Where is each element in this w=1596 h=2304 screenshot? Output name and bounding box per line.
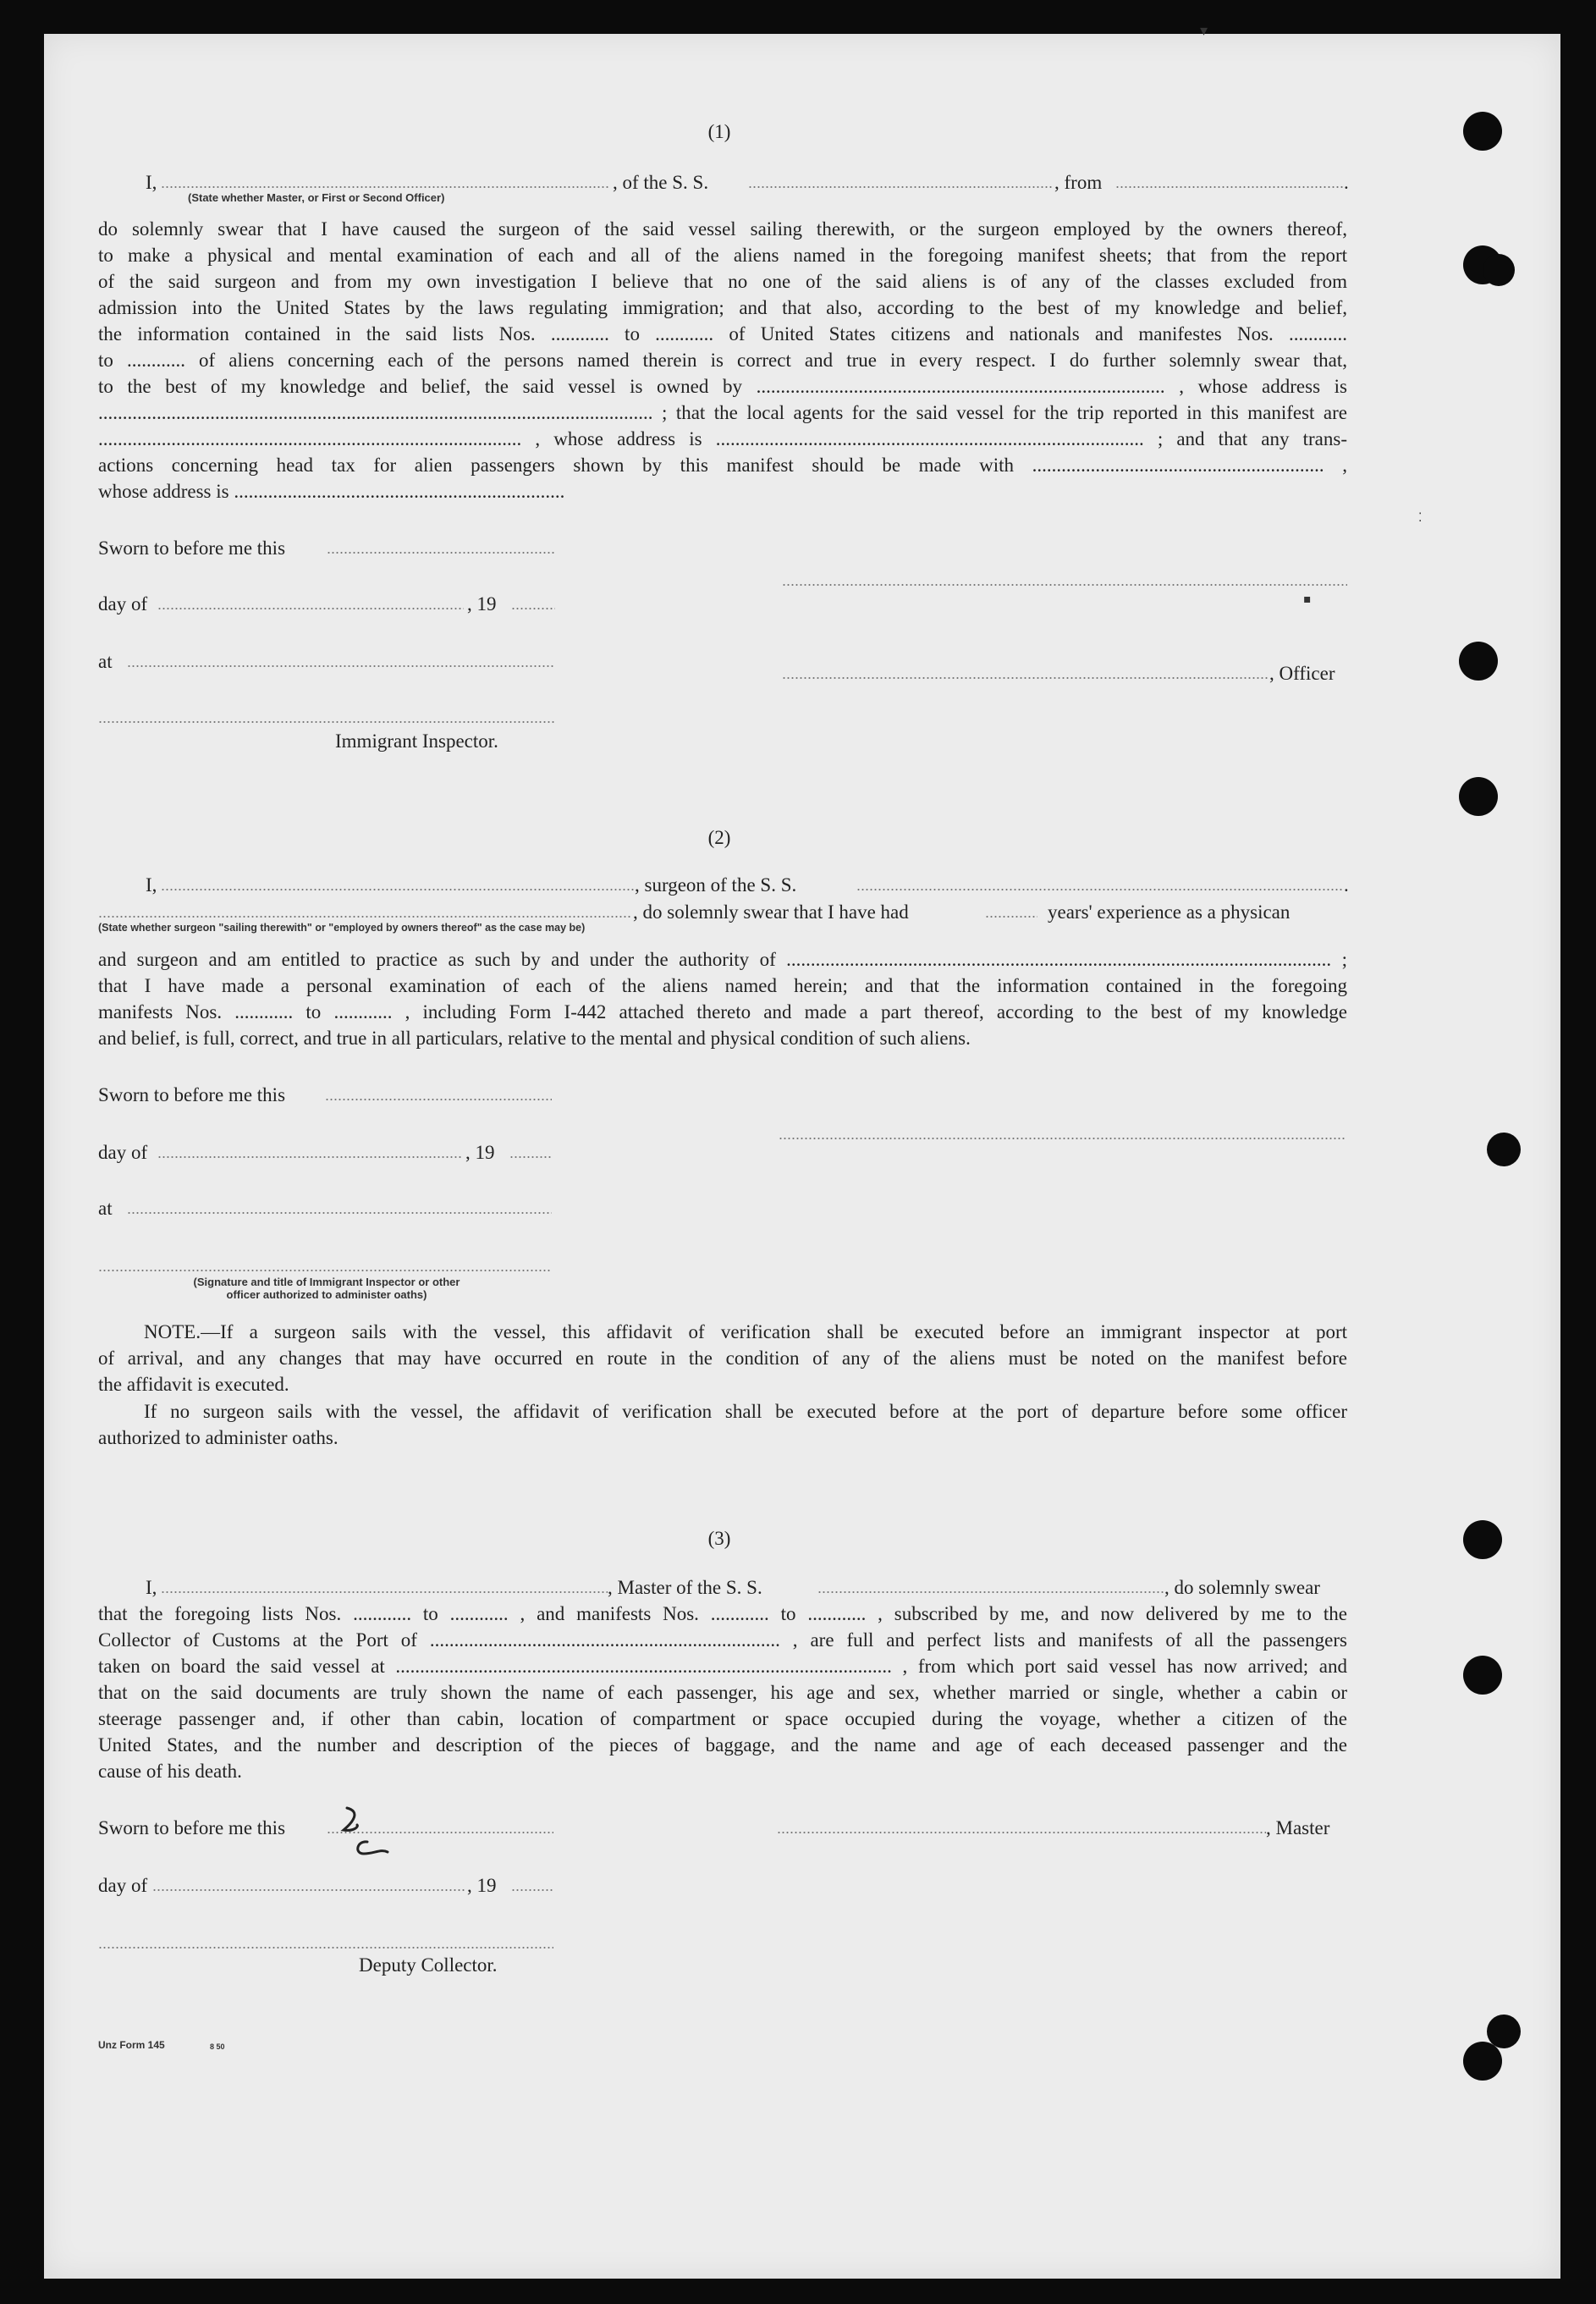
s2-i: I, [146,874,157,896]
section-3-body [98,1601,1347,1784]
s1-body-line: the information contained in the said lists Nos. ............ to ............ of United States citizens and nationals and manifestes Nos. ............ [98,323,1347,344]
s1-at-field[interactable] [127,665,555,667]
s3-vessel-field[interactable] [817,1591,1164,1593]
binder-hole [1459,642,1498,681]
section-2-number: (2) [707,827,731,848]
binder-hole [1463,1520,1502,1559]
s1-body-line: to make a physical and mental examination of each and all of the aliens named in the foregoing manifest sheets; that from the report [98,245,1347,266]
s2-at: at [98,1198,113,1219]
s2-body-line: and belief, is full, correct, and true in all particulars, relative to the mental and physical condition of such aliens. [98,1028,971,1049]
scan-speck: ⁚ [1418,511,1423,525]
s2-note-line: the affidavit is executed. [98,1374,289,1395]
s1-body-line: of the said surgeon and from my own investigation I believe that no one of the said aliens is of any of the classes excluded from [98,271,1347,292]
scan-speck: ▾ [1200,22,1208,40]
s2-note-line: of arrival, and any changes that may have occurred en route in the condition of any of the aliens must be noted on the manifest before [98,1348,1347,1369]
binder-hole [1459,777,1498,816]
section-1-body [98,216,1347,504]
s2-sig-note-1: (Signature and title of Immigrant Inspector or other [193,1276,460,1288]
s1-from: , from [1054,172,1103,193]
s3-sworn: Sworn to before me this [98,1817,286,1838]
s2-sworn: Sworn to before me this [98,1084,286,1105]
s1-name-field[interactable] [161,186,609,188]
scan-speck: ▪ [1303,593,1312,606]
s1-sworn-field[interactable] [327,552,555,554]
s2-day-of: day of [98,1142,148,1163]
s2-body-line: that I have made a personal examination of each of the aliens named herein; and that the information contained in the foregoing [98,975,1347,996]
handwritten-mark [335,1801,403,1869]
s1-signature-field[interactable] [782,584,1347,586]
s3-day-of: day of [98,1875,148,1896]
s3-year-field[interactable] [511,1889,553,1891]
binder-hole [1463,112,1502,151]
s1-i: I, [146,172,157,193]
s2-day-field[interactable] [157,1156,462,1158]
section-2-body [98,946,1347,1051]
s1-body-line: .................................................................................................................. ; that the local agents for the said vessel for the trip reported in this manifest are [98,402,1347,423]
s3-collector: Deputy Collector. [359,1954,498,1976]
s2-body-line: and surgeon and am entitled to practice as such by and under the authority of ................................................................................................................ ; [98,949,1347,970]
s1-of-ss: , of the S. S. [613,172,709,193]
s2-name-field[interactable] [161,889,635,890]
s3-year: , 19 [467,1875,497,1896]
s3-day-field[interactable] [152,1889,465,1891]
binder-hole [1463,1656,1502,1695]
s1-body-line: actions concerning head tax for alien passengers shown by this manifest should be made with ............................................................ , [98,455,1347,476]
s1-body-line: do solemnly swear that I have caused the surgeon of the said vessel sailing therewith, or the surgeon employed by the owners thereof, [98,218,1347,240]
s3-collector-sign-field[interactable] [98,1947,553,1948]
s1-body-line: to ............ of aliens concerning each of the persons named therein is correct and true in every respect. I do further solemnly swear that, [98,350,1347,371]
s1-officer-field[interactable] [782,677,1268,679]
s3-body-line: cause of his death. [98,1761,242,1782]
s3-i: I, [146,1577,157,1598]
s2-body-line: manifests Nos. ............ to ............ , including Form I-442 attached thereto and made a part thereof, according to the best of my knowledge [98,1001,1347,1022]
s2-note-line: If no surgeon sails with the vessel, the affidavit of verification shall be executed before at the port of departure before some officer [144,1401,1347,1422]
s2-year-field[interactable] [509,1156,552,1158]
s1-from-field[interactable] [1115,186,1344,188]
binder-hole [1487,1133,1521,1166]
s1-vessel-field[interactable] [748,186,1053,188]
s2-note-paragraph-1 [98,1319,1347,1397]
s1-body-line: admission into the United States by the laws regulating immigration; and that also, according to the best of my knowledge and belief, [98,297,1347,318]
s3-body-line: steerage passenger and, if other than cabin, location of compartment or space occupied during the voyage, whether a citizen of the [98,1708,1347,1729]
s3-body-line: that on the said documents are truly shown the name of each passenger, his age and sex, whether married or single, whether a cabin or [98,1682,1347,1703]
s2-note: (State whether surgeon "sailing therewith" or "employed by owners thereof" as the case may be) [98,922,586,934]
s1-body-line: whose address is .................................................................... [98,481,565,502]
footer-form-number: Unz Form 145 [98,2039,165,2051]
s3-name-field[interactable] [161,1591,608,1593]
binder-hole [1463,2042,1502,2081]
s1-day-of: day of [98,593,148,615]
s2-period: . [1344,874,1349,896]
s2-years-field[interactable] [985,916,1037,918]
s1-at: at [98,651,113,672]
s3-master: , Master [1266,1817,1330,1838]
s3-body-line: taken on board the said vessel at ...................................................................................................... , from which port said vessel has now arrived; and [98,1656,1347,1677]
s1-period: . [1344,172,1349,193]
s3-master-of: , Master of the S. S. [608,1577,762,1598]
s1-inspector: Immigrant Inspector. [335,730,498,752]
s1-year: , 19 [467,593,497,615]
s2-status-field[interactable] [98,916,631,918]
s2-note-line: NOTE.—If a surgeon sails with the vessel, this affidavit of verification shall be executed before an immigrant inspector at port [144,1321,1347,1342]
s1-note: (State whether Master, or First or Second Officer) [188,191,445,204]
s3-master-field[interactable] [777,1832,1266,1833]
s3-swear: , do solemnly swear [1164,1577,1320,1598]
s2-inspector-sign-field[interactable] [98,1270,552,1271]
s1-body-line: ....................................................................................... , whose address is ........................................................................................ ; and that any trans- [98,428,1347,449]
s2-at-field[interactable] [127,1212,552,1214]
s2-swear: , do solemnly swear that I have had [633,901,909,923]
s2-sig-note-2: officer authorized to administer oaths) [226,1288,427,1301]
s2-note-paragraph-2 [98,1398,1347,1451]
footer-code: 8 50 [210,2042,225,2051]
section-3-number: (3) [707,1528,731,1549]
s1-body-line: to the best of my knowledge and belief, the said vessel is owned by .................................................................................... , whose address is [98,376,1347,397]
s2-signature-field[interactable] [779,1138,1346,1139]
binder-hole [1483,254,1515,286]
s1-officer: , Officer [1269,663,1335,684]
s1-year-field[interactable] [511,608,555,609]
s2-years: years' experience as a physican [1048,901,1291,923]
s1-sworn: Sworn to before me this [98,537,286,559]
s2-vessel-field[interactable] [856,889,1344,890]
s3-body-line: that the foregoing lists Nos. ............ to ............ , and manifests Nos. ............ to ............ , subscribed by me, and now delivered by me to the [98,1603,1347,1624]
s2-surgeon-of: , surgeon of the S. S. [635,874,797,896]
s1-inspector-sign-field[interactable] [98,721,555,723]
s2-year: , 19 [465,1142,495,1163]
s3-body-line: United States, and the number and description of the pieces of baggage, and the name and age of each deceased passenger and the [98,1734,1347,1756]
s3-body-line: Collector of Customs at the Port of ........................................................................ , are full and perfect lists and manifests of all the passengers [98,1629,1347,1651]
section-1-number: (1) [707,121,731,142]
s2-note-line: authorized to administer oaths. [98,1427,338,1448]
s1-day-field[interactable] [157,608,464,609]
s2-sworn-field[interactable] [325,1099,552,1100]
